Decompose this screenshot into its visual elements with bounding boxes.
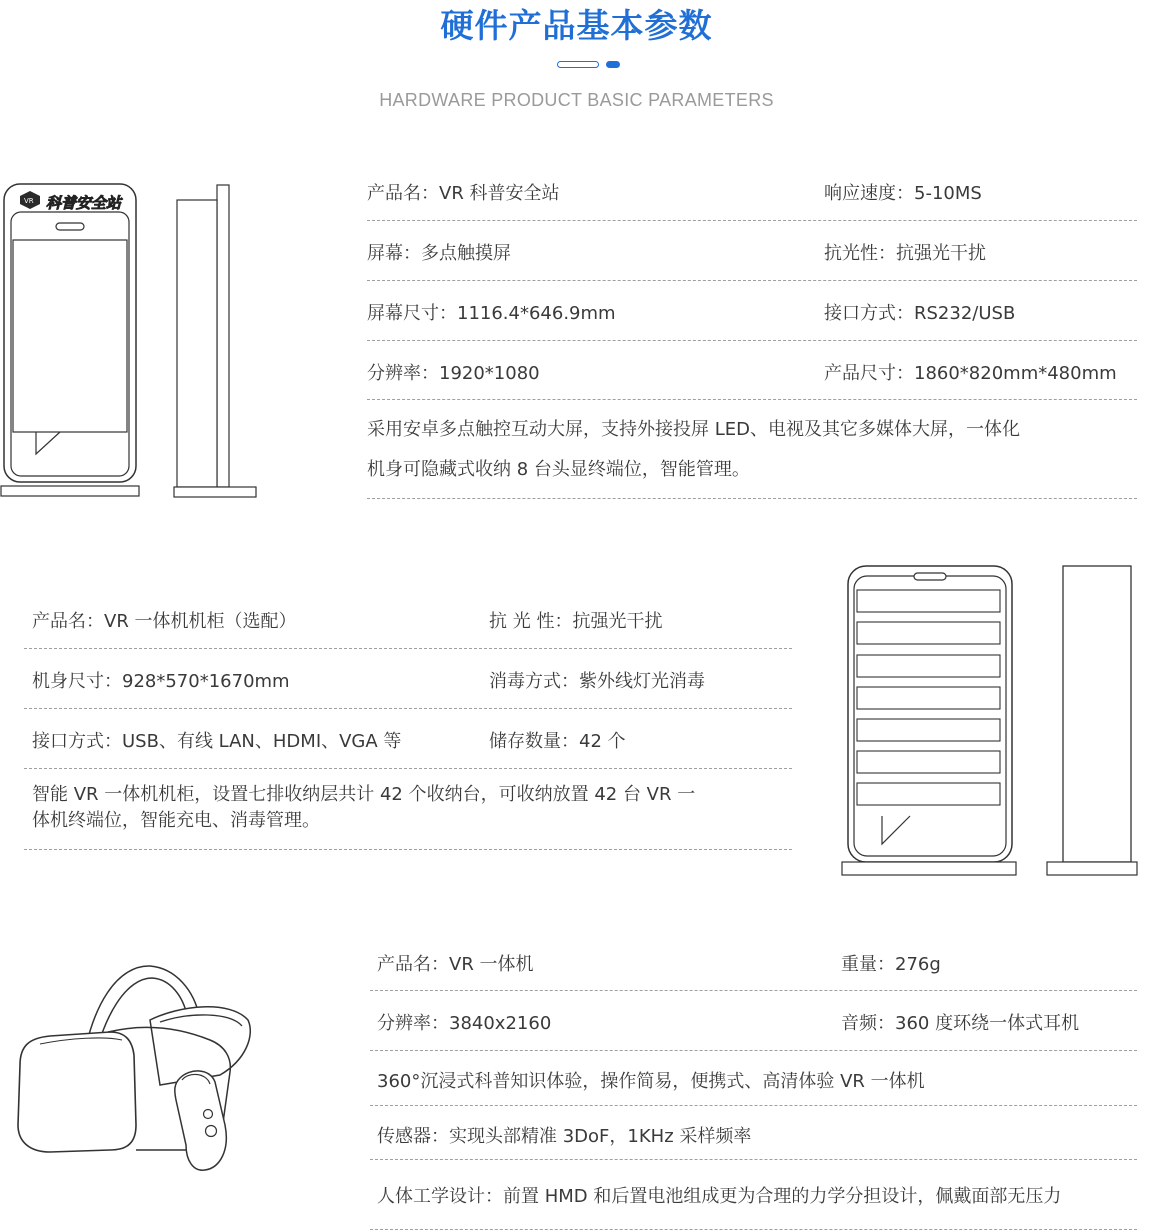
spec-cell: 重量：276g (841, 954, 941, 975)
spec-cell: 人体工学设计：前置 HMD 和后置电池组成更为合理的力学分担设计，佩戴面部无压力 (377, 1186, 1062, 1207)
spec-cell: 产品名：VR 科普安全站 (367, 183, 560, 204)
spec-row (370, 1160, 1137, 1230)
spec-cell: 产品名：VR 一体机 (377, 954, 534, 975)
spec-cell: 接口方式：RS232/USB (824, 303, 1016, 324)
spec-row (370, 932, 1137, 991)
description-block (24, 769, 792, 850)
description-line: 智能 VR 一体机机柜，设置七排收纳层共计 42 个收纳台，可收纳放置 42 台 VR 一 (32, 784, 696, 805)
title-divider-dot (606, 61, 620, 68)
description-line: 采用安卓多点触控互动大屏，支持外接投屏 LED、电视及其它多媒体大屏，一体化 (367, 419, 1020, 440)
svg-text:VR: VR (24, 197, 34, 205)
spec-cell: 360°沉浸式科普知识体验，操作简易，便携式、高清体验 VR 一体机 (377, 1071, 925, 1092)
page-title: 硬件产品基本参数 (440, 6, 713, 45)
spec-cell: 响应速度：5-10MS (824, 183, 982, 204)
description-line: 机身可隐藏式收纳 8 台头显终端位，智能管理。 (367, 459, 750, 480)
title-divider-outline (557, 61, 599, 68)
spec-cell: 分辨率：1920*1080 (367, 363, 540, 384)
spec-cell: 抗光性：抗强光干扰 (824, 243, 986, 264)
spec-cell: 屏幕：多点触摸屏 (367, 243, 511, 264)
spec-row (24, 649, 792, 709)
spec-cell: 机身尺寸：928*570*1670mm (32, 671, 290, 692)
cabinet-side-illustration (1046, 564, 1138, 878)
spec-cell: 接口方式：USB、有线 LAN、HDMI、VGA 等 (32, 731, 402, 752)
spec-cell: 抗 光 性：抗强光干扰 (489, 611, 663, 632)
kiosk-side-illustration (173, 184, 257, 500)
spec-row (367, 341, 1137, 400)
spec-cell: 音频：360 度环绕一体式耳机 (841, 1013, 1080, 1034)
spec-row (370, 991, 1137, 1051)
spec-cell: 屏幕尺寸：1116.4*646.9mm (367, 303, 616, 324)
spec-cell: 产品名：VR 一体机机柜（选配） (32, 611, 297, 632)
spec-row (367, 161, 1137, 221)
vr-headset-illustration (10, 960, 260, 1180)
spec-row (367, 221, 1137, 281)
cabinet-front-illustration (840, 564, 1018, 878)
description-block (367, 400, 1137, 499)
spec-row (370, 1106, 1137, 1160)
page-subtitle: HARDWARE PRODUCT BASIC PARAMETERS (379, 90, 774, 110)
spec-row (24, 589, 792, 649)
spec-row (24, 709, 792, 769)
spec-cell: 产品尺寸：1860*820mm*480mm (824, 363, 1117, 384)
spec-row (370, 1051, 1137, 1106)
spec-row (367, 281, 1137, 341)
spec-cell: 储存数量：42 个 (489, 731, 626, 752)
kiosk-front-illustration (0, 182, 142, 498)
spec-cell: 分辨率：3840x2160 (377, 1013, 552, 1034)
spec-cell: 消毒方式：紫外线灯光消毒 (489, 671, 705, 692)
description-line: 体机终端位，智能充电、消毒管理。 (32, 810, 320, 831)
svg-text:科普安全站: 科普安全站 (46, 194, 122, 212)
kiosk-logo-text (46, 192, 132, 214)
spec-cell: 传感器：实现头部精准 3DoF，1KHz 采样频率 (377, 1126, 752, 1147)
